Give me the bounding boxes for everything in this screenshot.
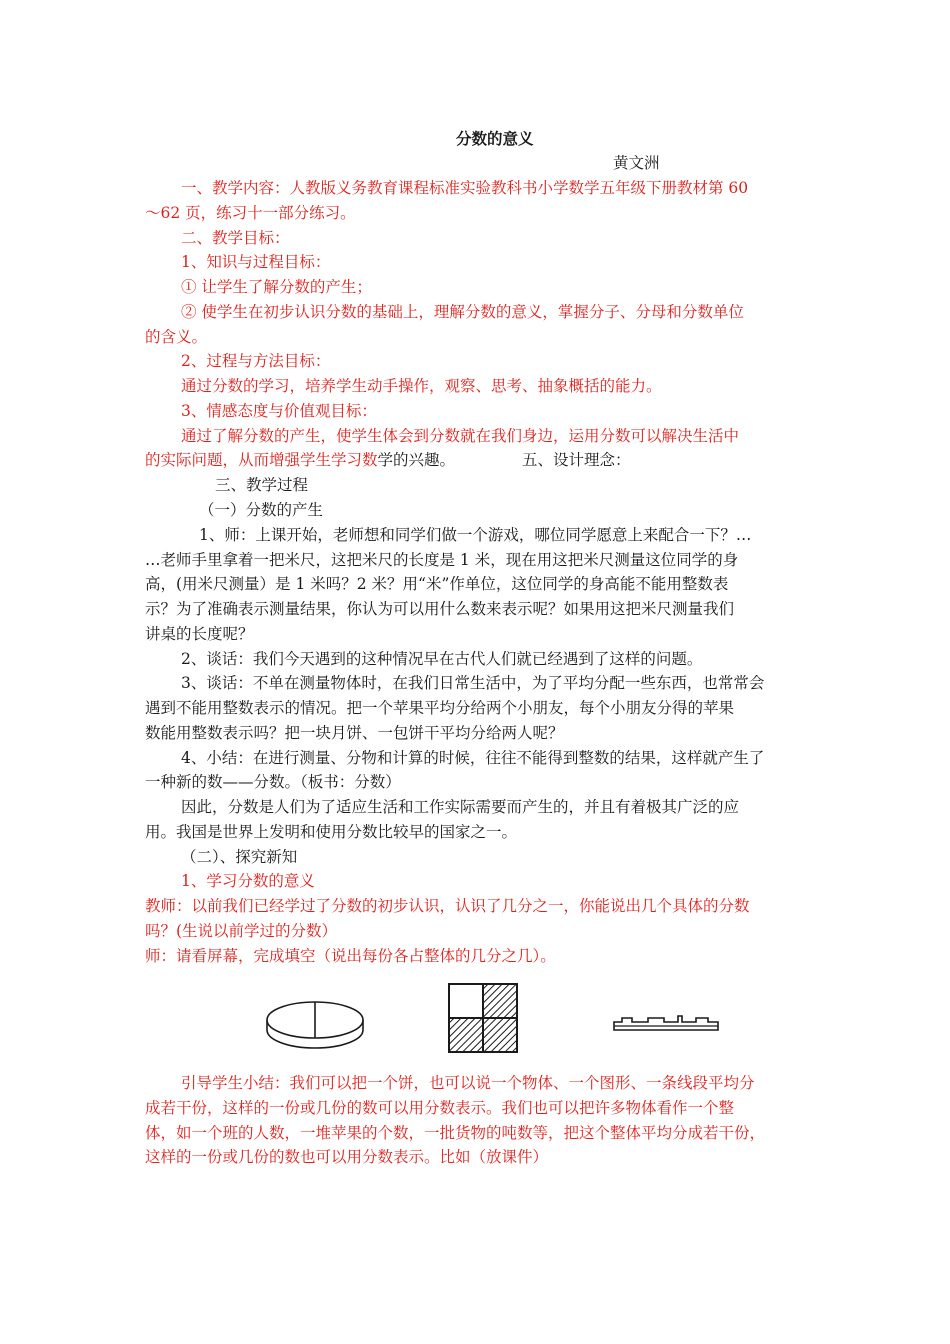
para3-line2: 遇到不能用整数表示的情况。把一个苹果平均分给两个小朋友，每个小朋友分得的苹果: [145, 699, 735, 717]
goal3-text-line2: [145, 448, 455, 472]
goal1-item-b-line1: ② 使学生在初步认识分数的基础上，理解分数的意义，掌握分子、分母和分数单位: [181, 303, 744, 321]
teacher2-line: 师：请看屏幕，完成填空（说出每份各占整体的几分之几）。: [145, 947, 556, 965]
goal2-heading: 2、过程与方法目标：: [181, 352, 331, 370]
divided-pancake-figure: [263, 994, 367, 1054]
summary-line1: 引导学生小结：我们可以把一个饼，也可以说一个物体、一个图形、一条线段平均分: [181, 1074, 755, 1092]
summary-line4: 这样的一份或几份的数也可以用分数表示。比如（放课件）: [145, 1148, 549, 1166]
section1-line2: ～62 页，练习十一部分练习。: [145, 204, 356, 222]
goal3-text-line2-black: 学的兴趣。: [377, 451, 456, 469]
goal3-heading: 3、情感态度与价值观目标：: [181, 402, 377, 420]
para4-line2: 一种新的数——分数。（板书：分数）: [145, 773, 401, 791]
segmented-line-figure: [612, 1010, 722, 1036]
teacher1-line2: 吗？(生说以前学过的分数）: [145, 922, 338, 940]
summary-line2: 成若干份，这样的一份或几份的数可以用分数表示。我们也可以把许多物体看作一个整: [145, 1099, 735, 1117]
para3-line3: 数能用整数表示吗？把一块月饼、一包饼干平均分给两人呢？: [145, 724, 564, 742]
goal3-text-line2-red: 的实际问题，从而增强学生学习数: [145, 451, 378, 469]
summary-line3: 体，如一个班的人数，一堆苹果的个数，一批货物的吨数等，把这个整体平均分成若干份，: [145, 1124, 766, 1142]
section1-line1: 一、教学内容：人教版义务教育课程标准实验教科书小学数学五年级下册教材第 60: [181, 179, 749, 197]
para1-line3: 高，(用米尺测量）是 1 米吗？2 米？用“米”作单位，这位同学的身高能不能用整数表: [145, 575, 729, 593]
document-title: 分数的意义: [456, 129, 534, 148]
para5-line2: 用。我国是世界上发明和使用分数比较早的国家之一。: [145, 823, 518, 841]
goal2-text: 通过分数的学习，培养学生动手操作，观察、思考、抽象概括的能力。: [181, 377, 662, 395]
goal1-item-b-line2: 的含义。: [145, 328, 208, 346]
para2: 2、谈话：我们今天遇到的这种情况早在古代人们就已经遇到了这样的问题。: [181, 650, 703, 668]
author-name: 黄文洲: [613, 154, 660, 172]
fraction-figures: [255, 982, 735, 1060]
para3-line1: 3、谈话：不单在测量物体时，在我们日常生活中，为了平均分配一些东西，也常常会: [181, 674, 765, 692]
para4-line1: 4、小结：在进行测量、分物和计算的时候，往往不能得到整数的结果，这样就产生了: [181, 749, 765, 767]
section3-heading: 三、教学过程: [215, 476, 309, 494]
learn-heading: 1、学习分数的意义: [181, 872, 315, 890]
goal1-heading: 1、知识与过程目标：: [181, 253, 331, 271]
goal3-text-line1: 通过了解分数的产生，使学生体会到分数就在我们身边，运用分数可以解决生活中: [181, 427, 740, 445]
teacher1-line1: 教师：以前我们已经学过了分数的初步认识，认识了几分之一，你能说出几个具体的分数: [145, 897, 750, 915]
para1-line1: 1、师：上课开始，老师想和同学们做一个游戏，哪位同学愿意上来配合一下？…: [199, 526, 752, 544]
design-heading: 五、设计理念：: [522, 451, 631, 469]
para1-line5: 讲桌的长度呢？: [145, 625, 254, 643]
subsection2-heading: （二）、探究新知: [181, 848, 298, 866]
subsection1-heading: （一）分数的产生: [199, 501, 324, 519]
goal1-item-a: ① 让学生了解分数的产生；: [181, 278, 372, 296]
quartered-square-figure: [447, 982, 519, 1054]
para1-line4: 示？为了准确表示测量结果，你认为可以用什么数来表示呢？如果用这把米尺测量我们: [145, 600, 735, 618]
para5-line1: 因此，分数是人们为了适应生活和工作实际需要而产生的，并且有着极其广泛的应: [181, 798, 740, 816]
para1-line2: …老师手里拿着一把米尺，这把米尺的长度是 1 米，现在用这把米尺测量这位同学的身: [145, 551, 739, 569]
section2-heading: 二、教学目标：: [181, 229, 290, 247]
